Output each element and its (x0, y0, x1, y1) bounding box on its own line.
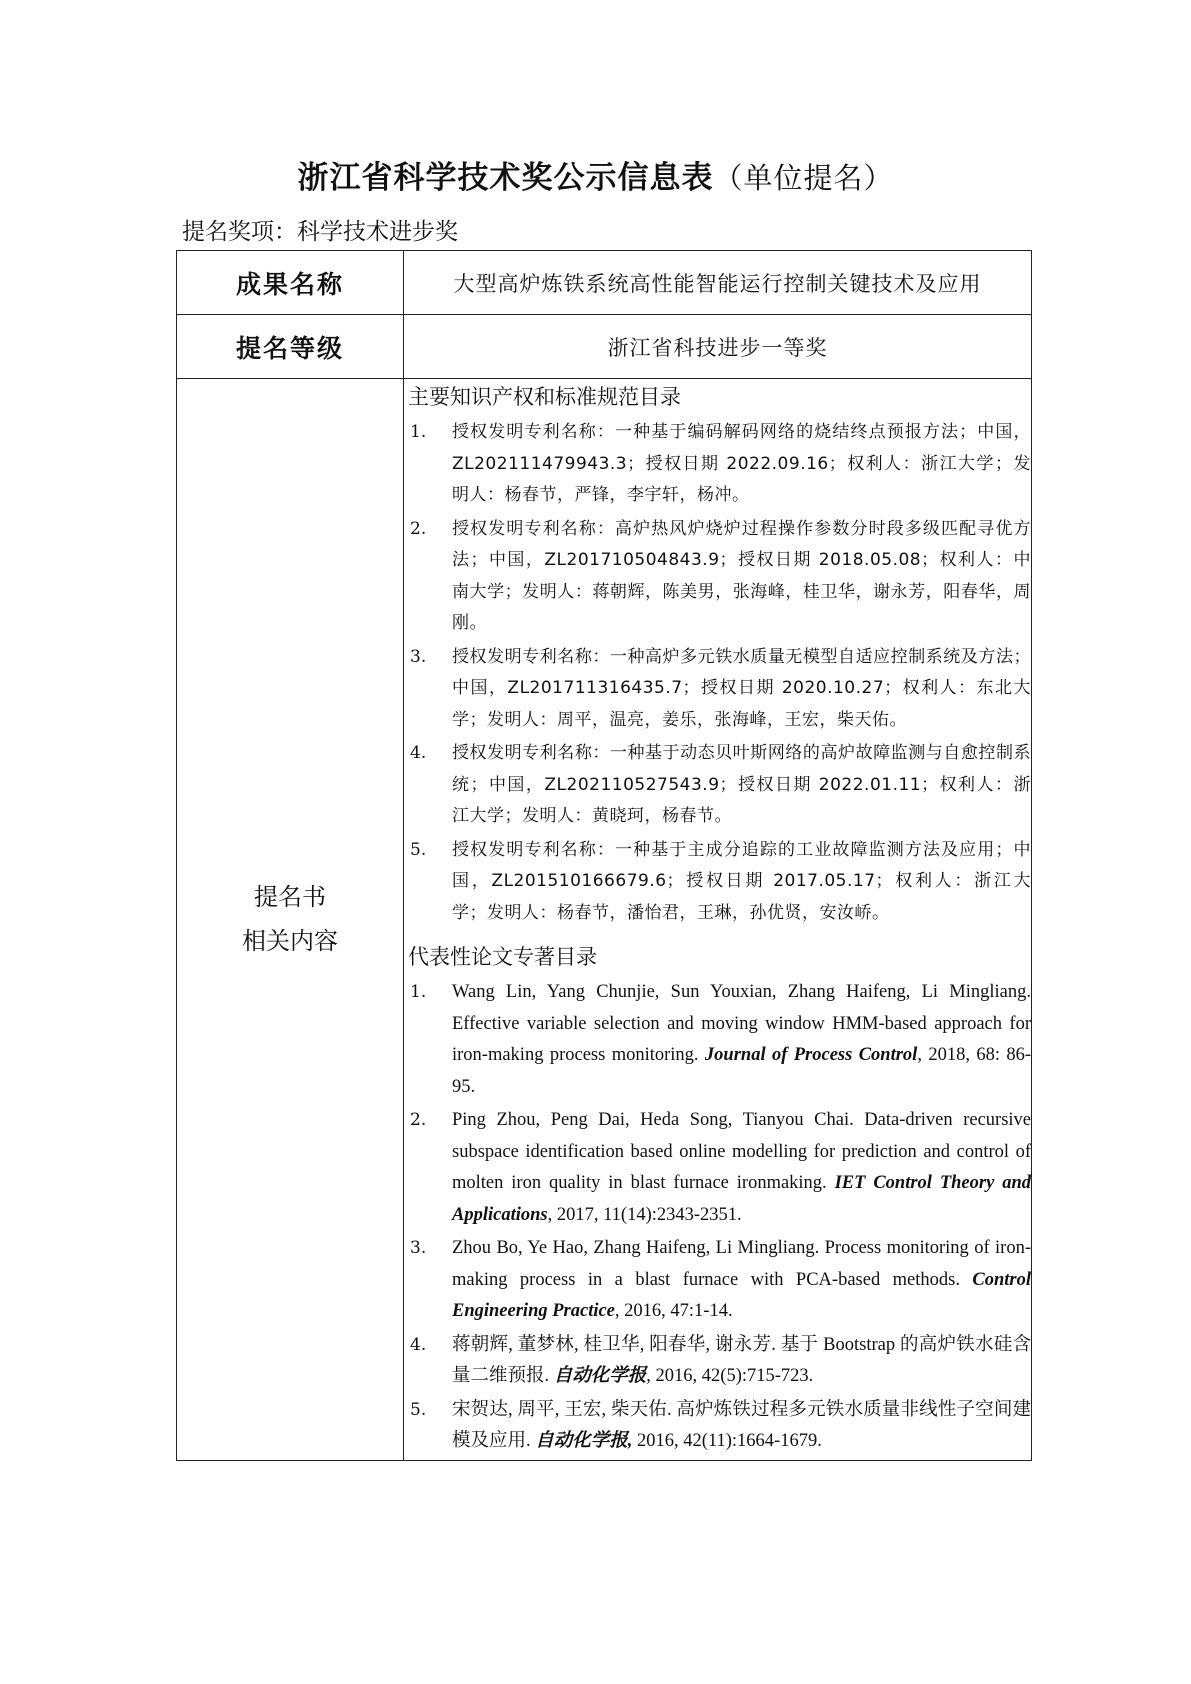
item-number: 3. (410, 646, 427, 667)
title-main: 浙江省科学技术奖公示信息表 (297, 160, 714, 196)
paper-citation: , 2016, 47:1-14. (614, 1301, 733, 1321)
item-number: 5. (410, 839, 427, 860)
content-label-line2: 相关内容 (242, 927, 338, 956)
result-name-value: 大型高炉炼铁系统高性能智能运行控制关键技术及应用 (404, 251, 1032, 315)
content-cell (404, 379, 1032, 1461)
list-item (404, 738, 1031, 833)
table-row (177, 315, 1032, 379)
content-label-line1: 提名书 (254, 883, 326, 912)
journal-name: IET Control Theory and Applications (452, 1173, 1031, 1225)
journal-name: Journal of Process Control (704, 1045, 918, 1065)
patent-text: 授权发明专利名称：高炉热风炉烧炉过程操作参数分时段多级匹配寻优方法；中国，ZL201710504843.9；授权日期 2018.05.08；权利人：中南大学；发明人：蒋朝辉，陈美男，张海峰，桂卫华，谢永芳，阳春华，周刚。 (452, 518, 1031, 633)
paper-citation: , 2017, 11(14):2343-2351. (547, 1204, 742, 1225)
patent-list (404, 417, 1031, 929)
patent-text: 授权发明专利名称：一种基于动态贝叶斯网络的高炉故障监测与自愈控制系统；中国，ZL202110527543.9；授权日期 2022.01.11；权利人：浙江大学；发明人：黄晓珂，杨春节。 (452, 743, 1031, 826)
list-item (404, 1105, 1031, 1231)
content-label (177, 379, 404, 1461)
level-value: 浙江省科技进步一等奖 (404, 315, 1032, 379)
paper-text (452, 1395, 1031, 1458)
journal-name: 自动化学报 (553, 1366, 647, 1386)
item-number: 4. (410, 743, 427, 763)
item-number: 3. (410, 1238, 427, 1258)
paper-citation: 2016, 42(11):1664-1679. (632, 1431, 822, 1451)
table-row (177, 379, 1032, 1461)
list-item (404, 1233, 1031, 1328)
paper-authors-title: Wang Lin, Yang Chunjie, Sun Youxian, Zhang Haifeng, Li Mingliang. Effective variable selection and moving window HMM-based approach for iron-making process monitoring. (452, 982, 1031, 1065)
paper-text (452, 1105, 1031, 1231)
item-number: 1. (410, 982, 427, 1002)
paper-authors-title: Ping Zhou, Peng Dai, Heda Song, Tianyou Chai. Data-driven recursive subspace identification based online modelling for prediction and control of molten iron quality in blast furnace ironmaking. (452, 1110, 1031, 1193)
title-suffix: （单位提名） (713, 161, 894, 195)
paper-text (452, 1233, 1031, 1328)
list-item (404, 835, 1031, 930)
journal-name: 自动化学报, (535, 1431, 633, 1451)
paper-text (452, 1330, 1031, 1393)
table-row (177, 251, 1032, 315)
award-item: 提名奖项：科学技术进步奖 (182, 219, 458, 245)
journal-name: Control Engineering Practice (452, 1269, 1031, 1321)
level-label: 提名等级 (177, 315, 404, 379)
list-item (404, 1395, 1031, 1458)
patent-text: 授权发明专利名称：一种基于编码解码网络的烧结终点预报方法；中国，ZL202111479943.3；授权日期 2022.09.16；权利人：浙江大学；发明人：杨春节，严锋，李宇轩，杨冲。 (452, 422, 1031, 505)
ip-section-heading: 主要知识产权和标准规范目录 (408, 385, 681, 409)
paper-section-heading: 代表性论文专著目录 (408, 945, 597, 969)
item-number: 2. (410, 518, 427, 539)
result-name-label: 成果名称 (177, 251, 404, 315)
patent-text: 授权发明专利名称：一种高炉多元铁水质量无模型自适应控制系统及方法；中国，ZL201711316435.7；授权日期 2020.10.27；权利人：东北大学；发明人：周平，温亮，姜乐，张海峰，王宏，柴天佑。 (452, 646, 1031, 730)
list-item (404, 1330, 1031, 1393)
patent-text: 授权发明专利名称：一种基于主成分追踪的工业故障监测方法及应用；中国，ZL201510166679.6；授权日期 2017.05.17；权利人：浙江大学；发明人：杨春节，潘怡君，王琳，孙优贤，安汝峤。 (452, 839, 1031, 923)
paper-authors-title: 蒋朝辉, 董梦林, 桂卫华, 阳春华, 谢永芳. 基于 Bootstrap 的高炉铁水硅含量二维预报. (452, 1334, 1031, 1386)
list-item (404, 417, 1031, 512)
list-item (404, 977, 1031, 1103)
paper-list (404, 977, 1031, 1458)
paper-citation: , 2018, 68: 86-95. (452, 1045, 1031, 1097)
paper-citation: , 2016, 42(5):715-723. (646, 1366, 814, 1386)
item-number: 2. (410, 1110, 427, 1130)
item-number: 1. (410, 422, 427, 442)
list-item (404, 642, 1031, 737)
list-item (404, 514, 1031, 640)
page-title (0, 152, 1191, 197)
paper-authors-title: Zhou Bo, Ye Hao, Zhang Haifeng, Li Mingliang. Process monitoring of iron-making process in a blast furnace with PCA-based methods. (452, 1238, 1031, 1290)
item-number: 4. (410, 1334, 427, 1355)
paper-authors-title: 宋贺达, 周平, 王宏, 柴天佑. 高炉炼铁过程多元铁水质量非线性子空间建模及应用. (452, 1399, 1031, 1451)
paper-text (452, 977, 1031, 1103)
info-table (176, 250, 1032, 1461)
item-number: 5. (410, 1399, 427, 1420)
